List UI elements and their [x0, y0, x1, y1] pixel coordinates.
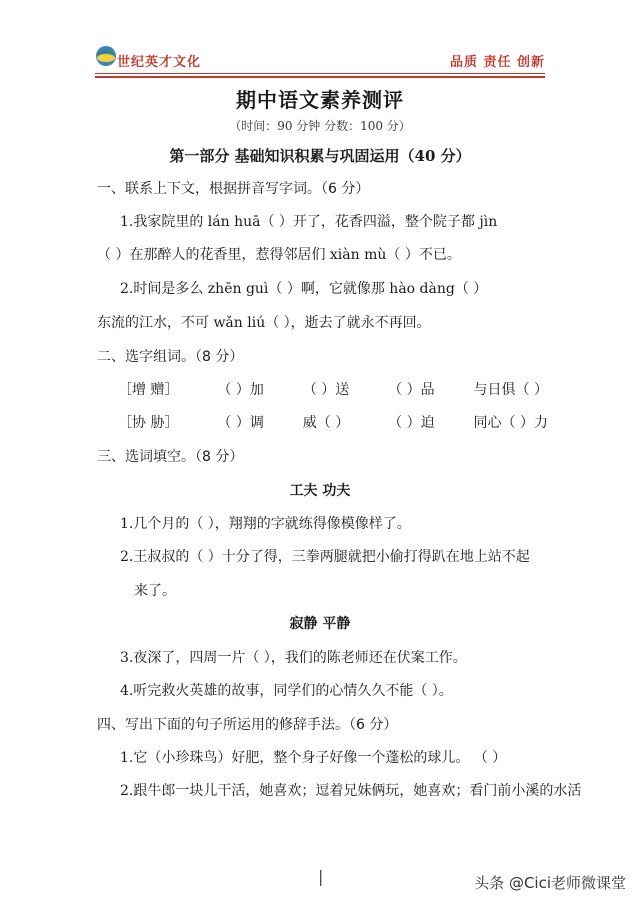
brand-name: 世纪英才文化: [117, 55, 202, 70]
q1-line-2: （ ）在那醉人的花香里，惹得邻居们 xiàn mù（ ）不已。: [97, 247, 461, 263]
q3-line-2: 2.王叔叔的（ ）十分了得，三拳两腿就把小偷打得趴在地上站不起: [120, 549, 530, 565]
q2-row2-item: 同心（ ）力: [473, 415, 548, 431]
q3-line-1: 1.几个月的（ ），翔翔的字就练得像模像样了。: [120, 516, 411, 532]
page-header: [95, 43, 545, 75]
slogan: 品质 责任 创新: [449, 55, 545, 70]
q2-row2-group: ［协 胁］: [118, 415, 179, 431]
q2-row2-item: （ ）调: [217, 415, 264, 431]
q3-word-pair-1: 工夫 功夫: [289, 483, 351, 499]
q3-heading: 三、选词填空。（8 分）: [97, 449, 244, 465]
q1-line-4: 东流的江水，不可 wǎn liú（ ），逝去了就永不再回。: [97, 315, 431, 331]
q3-word-pair-2: 寂静 平静: [289, 616, 351, 632]
q3-line-2-cont: 来了。: [134, 583, 176, 599]
q4-line-1: 1.它（小珍珠鸟）好肥，整个身子好像一个蓬松的球儿。 （ ）: [120, 750, 507, 766]
q2-row1-item: （ ）品: [388, 382, 435, 398]
q4-line-2: 2.跟牛郎一块儿干活，她喜欢；逗着兄妹俩玩，她喜欢；看门前小溪的水活: [120, 783, 582, 799]
q2-row1-group: ［增 赠］: [118, 382, 179, 398]
q2-row2-item: （ ）迫: [388, 415, 435, 431]
exam-info: （时间：90 分钟 分数：100 分）: [229, 119, 411, 133]
q1-line-3: 2.时间是多么 zhēn guì（ ）啊，它就像那 hào dàng（ ）: [120, 281, 488, 297]
watermark: 头条 @Cici老师微课堂: [474, 874, 626, 892]
q4-heading: 四、写出下面的句子所运用的修辞手法。（6 分）: [97, 717, 398, 733]
page-mark: |: [318, 867, 324, 886]
q3-line-4: 4.听完救火英雄的故事，同学们的心情久久不能（ ）。: [120, 683, 453, 699]
q2-row2-item: 威（ ）: [302, 415, 350, 431]
q1-line-1: 1.我家院里的 lán huā（ ）开了，花香四溢，整个院子都 jìn: [120, 214, 498, 230]
globe-logo-icon: [95, 45, 117, 67]
part-heading: 第一部分 基础知识积累与巩固运用（40 分）: [169, 147, 471, 165]
page-title: 期中语文素养测评: [236, 88, 404, 112]
q2-row1-item: 与日俱（ ）: [473, 382, 548, 398]
q3-line-3: 3.夜深了，四周一片（ ），我们的陈老师还在伏案工作。: [120, 650, 467, 666]
q1-heading: 一、联系上下文，根据拼音写字词。（6 分）: [97, 181, 370, 197]
q2-row-1: [118, 379, 548, 399]
header-rule-thin: [95, 73, 545, 74]
header-rule-thick: [95, 76, 545, 78]
q2-row1-item: （ ）送: [302, 382, 350, 398]
q2-row1-item: （ ）加: [217, 382, 264, 398]
q2-heading: 二、选字组词。（8 分）: [97, 349, 244, 365]
q2-row-2: [118, 412, 548, 432]
